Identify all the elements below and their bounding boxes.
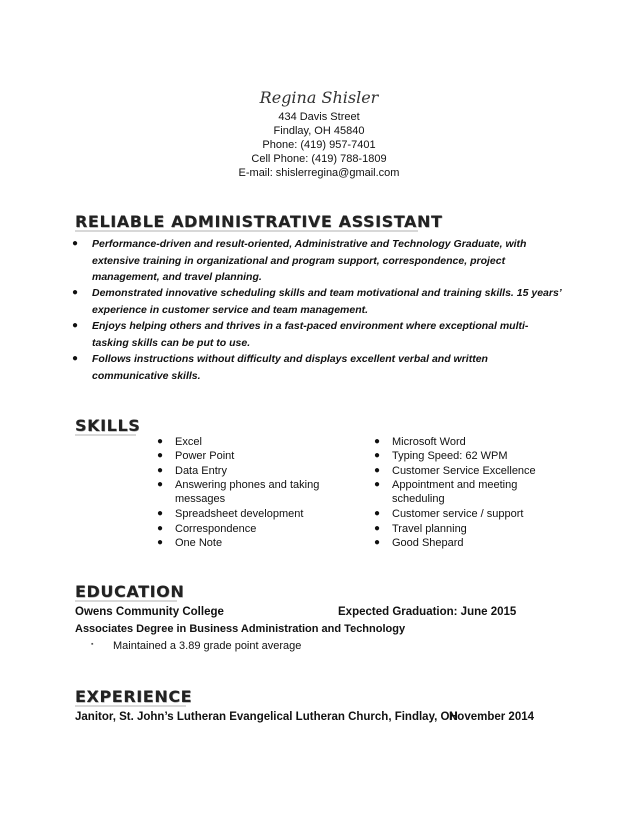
bullet-icon: ● [72, 320, 79, 331]
address-line: 434 Davis Street [278, 111, 360, 123]
summary-item: ● Performance-driven and result-oriented, Administrative and Technology Graduate, with extensive training in organizational and program support, correspondence, project management, and travel planning. [72, 238, 527, 283]
bullet-icon: ● [374, 523, 381, 534]
bullet-icon: ● [157, 523, 164, 534]
cell-phone-line: Cell Phone: (419) 788-1809 [251, 153, 387, 165]
skill-item: ● One Note [157, 537, 223, 549]
bullet-icon: ● [374, 465, 381, 476]
candidate-name: Regina Shisler [259, 88, 379, 107]
job-date: November 2014 [449, 711, 535, 723]
email-line: E-mail: shislerregina@gmail.com [238, 167, 400, 179]
skill-item: ● Data Entry [157, 465, 227, 477]
bullet-icon: ● [374, 479, 381, 490]
skills-underline [75, 434, 136, 436]
bullet-icon: ● [72, 287, 79, 298]
skill-item: ● Excel [157, 436, 202, 448]
bullet-icon: ● [157, 508, 164, 519]
summary-item: ● Follows instructions without difficulty and displays excellent verbal and written communicative skills. [72, 353, 488, 382]
skill-item: ● Spreadsheet development [157, 508, 304, 520]
degree-name: Associates Degree in Business Administration and Technology [75, 623, 406, 635]
job-title: Janitor, St. John’s Lutheran Evangelical Lutheran Church, Findlay, OH [75, 711, 458, 723]
bullet-icon: ● [72, 238, 79, 249]
experience-underline [75, 705, 186, 707]
education-heading: EDUCATION [75, 582, 185, 601]
skills-heading: SKILLS [75, 416, 141, 435]
bullet-icon: ● [157, 450, 164, 461]
skill-item: ● Travel planning [374, 523, 467, 535]
summary-item: ● Enjoys helping others and thrives in a fast-paced environment where exceptional multi-tasking skills can be put to use. [72, 320, 529, 349]
city-line: Findlay, OH 45840 [273, 125, 365, 137]
education-underline [75, 600, 177, 602]
phone-line: Phone: (419) 957-7401 [262, 139, 376, 151]
summary-heading: RELIABLE ADMINISTRATIVE ASSISTANT [75, 212, 443, 231]
summary-item: ● Demonstrated innovative scheduling skills and team motivational and training skills. 15 years’ experience in customer service and team management. [72, 287, 562, 316]
bullet-icon: ● [157, 479, 164, 490]
bullet-icon: ● [374, 508, 381, 519]
bullet-icon: ● [72, 353, 79, 364]
skill-item: ● Correspondence [157, 523, 257, 535]
skill-item: ● Answering phones and taking messages [157, 479, 320, 505]
summary-underline [75, 230, 418, 232]
bullet-icon: ● [157, 436, 164, 447]
graduation-date: Expected Graduation: June 2015 [338, 606, 517, 618]
skill-item: ● Typing Speed: 62 WPM [374, 450, 508, 462]
skill-item: ● Appointment and meeting scheduling [374, 479, 518, 505]
bullet-icon: ● [157, 465, 164, 476]
skill-item: ● Microsoft Word [374, 436, 466, 448]
skill-item: ● Customer Service Excellence [374, 465, 536, 477]
bullet-icon: ▪ [91, 641, 94, 648]
bullet-icon: ● [157, 537, 164, 548]
bullet-icon: ● [374, 537, 381, 548]
experience-heading: EXPERIENCE [75, 687, 193, 706]
skill-item: ● Power Point [157, 450, 235, 462]
skill-item: ● Customer service / support [374, 508, 524, 520]
education-detail: ▪ Maintained a 3.89 grade point average [91, 640, 302, 652]
bullet-icon: ● [374, 436, 381, 447]
school-name: Owens Community College [75, 606, 224, 618]
skill-item: ● Good Shepard [374, 537, 464, 549]
bullet-icon: ● [374, 450, 381, 461]
